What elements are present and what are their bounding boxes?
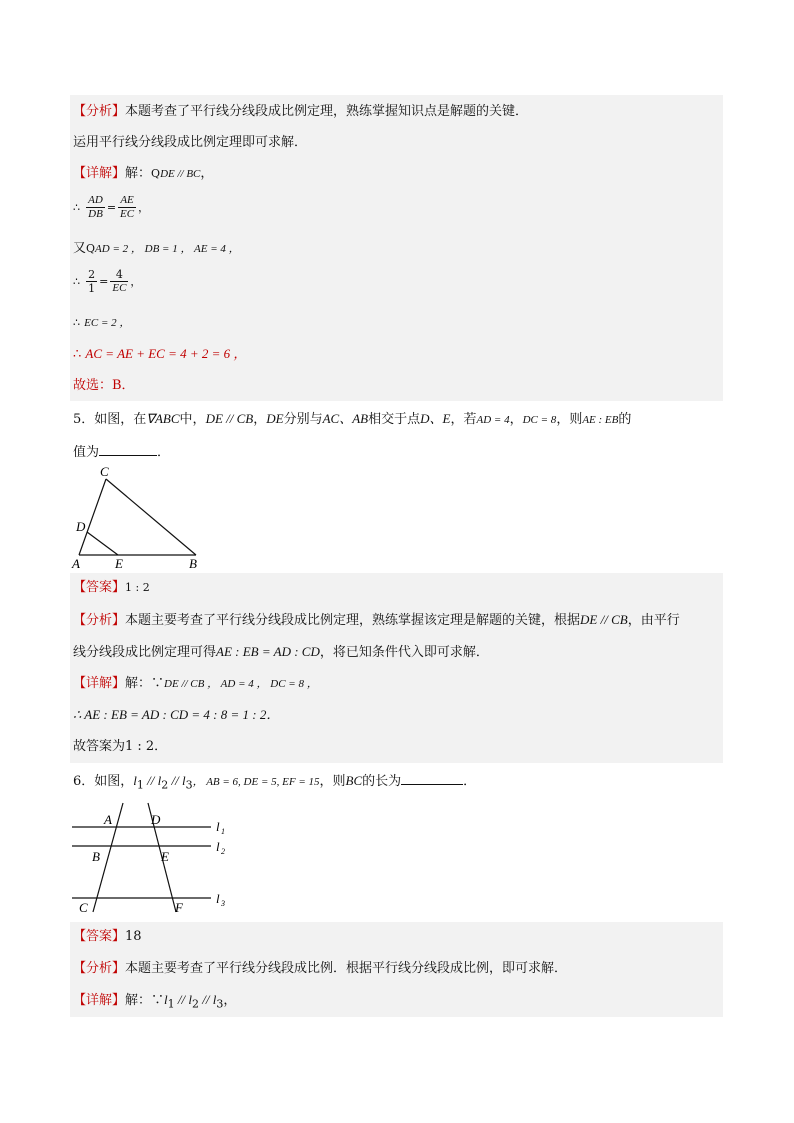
q5-answer-block — [70, 573, 723, 763]
analysis-text: 线分线段成比例定理可得 — [73, 645, 217, 660]
frac-num: AE — [118, 194, 136, 208]
cond-de: DE — [266, 411, 284, 426]
label-l2-sub: 2 — [221, 847, 225, 856]
detail-expr: ∴ AE : EB = AD : CD = 4 : 8 = 1 : 2． — [73, 707, 280, 722]
s4-step3 — [73, 241, 240, 257]
cond-ac-ab: AC、AB — [322, 411, 369, 426]
step5-expr: EC = 2 ， — [84, 317, 131, 329]
label-l3-sub: 3 — [221, 899, 225, 908]
subscript: 1 — [167, 997, 175, 1011]
therefore-symbol: ∴ — [73, 275, 80, 288]
frac-den: DB — [88, 208, 103, 220]
q5-text: ，若 — [450, 412, 477, 427]
q5-text: 如图，在 — [94, 412, 147, 427]
step3-prefix: 又 — [73, 241, 87, 256]
segment-bc: BC — [345, 773, 363, 788]
label-c: C — [100, 464, 109, 479]
q5-text: ， — [509, 412, 523, 427]
analysis-expr: AE : EB = AD : CD — [216, 644, 320, 659]
answer-tag: 【答案】 — [73, 580, 126, 595]
step3-expr: AD = 2 ， DB = 1 ， AE = 4 ， — [95, 243, 240, 255]
equals-sign: = — [99, 275, 109, 288]
answer-value: 18 — [125, 929, 142, 944]
detail-text: 解：∵ — [125, 676, 165, 691]
q5-detail-line-1 — [73, 676, 318, 692]
question-number: 6． — [73, 774, 95, 789]
q6-parallel-lines-figure — [68, 798, 238, 918]
label-b: B — [92, 849, 100, 864]
s4-step2 — [73, 194, 149, 221]
detail-tag: 【详解】 — [73, 993, 126, 1008]
cond-de-parallel-cb: DE // CB — [205, 411, 254, 426]
parallel-sign: // — [143, 773, 158, 788]
analysis-text: ，由平行 — [627, 613, 680, 628]
q5-text: ， — [253, 412, 267, 427]
detail-expr: l — [164, 992, 168, 1007]
q5-text: 分别与 — [283, 412, 323, 427]
subscript: 2 — [161, 778, 169, 792]
q5-text: ，则 — [556, 412, 583, 427]
q5-stem-line-1 — [73, 411, 631, 428]
question-number: 5． — [73, 412, 95, 427]
label-c: C — [79, 900, 88, 915]
label-a: A — [104, 812, 112, 827]
therefore-symbol: ∴ — [73, 347, 82, 362]
parallel-sign: // — [168, 773, 183, 788]
s4-step4 — [73, 268, 141, 295]
cond-ae-eb: AE : EB — [582, 414, 619, 426]
q6-text: 如图， — [94, 774, 134, 789]
q6-answer — [73, 929, 142, 945]
q5-text: 的 — [618, 412, 632, 427]
answer-tag: 【答案】 — [73, 929, 126, 944]
q6-stem — [73, 772, 476, 794]
detail-expr: // l — [174, 992, 192, 1007]
subscript: 3 — [185, 778, 193, 792]
detail-label: 解： — [125, 166, 152, 181]
frac-num: 4 — [110, 268, 128, 282]
fraction-4-ec — [110, 268, 128, 295]
step2-tail: ， — [138, 201, 150, 214]
triangle-abc: ∇ABC — [146, 411, 180, 426]
detail-tag: 【详解】 — [73, 676, 126, 691]
segment-de — [87, 532, 118, 555]
q6-text: ，则 — [319, 774, 346, 789]
fraction-ae-ec — [118, 194, 136, 221]
frac-num: 2 — [88, 268, 96, 281]
answer-value: 1 : 2 — [125, 581, 150, 594]
fraction-2-1 — [86, 268, 97, 295]
equals-sign: = — [106, 201, 117, 214]
q5-text: ． — [157, 445, 171, 460]
subscript: 2 — [192, 997, 199, 1011]
label-a: A — [72, 556, 80, 571]
label-e: E — [161, 849, 169, 864]
final-answer: 故答案为1 : 2． — [73, 739, 168, 754]
step4-tail: ， — [130, 275, 142, 288]
q5-detail-line-2 — [73, 707, 279, 724]
s4-choice — [73, 378, 135, 394]
frac-num: AD — [88, 194, 103, 206]
detail-text: 解：∵ — [125, 993, 165, 1008]
answer-blank[interactable] — [401, 772, 463, 785]
q5-text: 中， — [179, 412, 206, 427]
q5-analysis-line-1 — [73, 612, 680, 629]
answer-blank[interactable] — [99, 443, 157, 456]
detail-expr: // l — [199, 992, 217, 1007]
analysis-text: 本题主要考查了平行线分线段成比例．根据平行线分线段成比例，即可求解． — [125, 961, 568, 976]
frac-den: 1 — [88, 282, 96, 295]
because-symbol: Q — [151, 167, 161, 180]
points-d-e: D、E — [420, 411, 451, 426]
s4-analysis-line-2 — [73, 135, 307, 151]
label-d: D — [151, 812, 161, 827]
edge-cb — [106, 479, 196, 555]
label-l1-sub: 1 — [221, 827, 225, 836]
q5-analysis-line-2 — [73, 644, 489, 661]
therefore-symbol: ∴ — [73, 201, 80, 214]
label-d: D — [76, 519, 86, 534]
frac-den: EC — [112, 282, 127, 294]
detail-expr: DE // CB ， AD = 4 ， DC = 8 ， — [164, 678, 318, 690]
analysis-text: ，将已知条件代入即可求解． — [319, 645, 489, 660]
label-b: B — [189, 556, 197, 571]
cond-ad: AD = 4 — [476, 414, 510, 426]
fraction-ad-db — [86, 194, 105, 221]
choice-text: 故选：B． — [73, 378, 135, 393]
analysis-tag: 【分析】 — [73, 613, 126, 628]
because-symbol: Q — [86, 242, 96, 255]
analysis-text: 本题考查了平行线分线段成比例定理，熟练掌握知识点是解题的关键． — [125, 104, 529, 119]
label-e: E — [115, 556, 123, 571]
s4-step6 — [73, 346, 246, 363]
q5-text: 相交于点 — [368, 412, 421, 427]
s4-detail-line — [73, 166, 213, 182]
s4-step5 — [73, 315, 130, 331]
analysis-text: 本题主要考查了平行线分线段成比例定理，熟练掌握该定理是解题的关键，根据 — [125, 613, 581, 628]
label-l3: l — [216, 891, 220, 906]
analysis-expr: DE // CB — [580, 612, 628, 627]
q5-answer — [73, 580, 150, 596]
q5-text: 值为 — [73, 445, 100, 460]
line-l1: l — [133, 773, 137, 788]
q5-final — [73, 739, 167, 755]
analysis-tag: 【分析】 — [73, 104, 126, 119]
q6-detail — [73, 992, 236, 1013]
q6-text: 的长为 — [362, 774, 402, 789]
line-l3: l — [182, 773, 186, 788]
q6-text: ． — [463, 774, 477, 789]
frac-den: EC — [120, 208, 135, 220]
q6-analysis — [73, 961, 567, 977]
step6-expr: AC = AE + EC = 4 + 2 = 6 ， — [85, 346, 247, 361]
label-l1: l — [216, 819, 220, 834]
q5-triangle-figure — [68, 462, 208, 572]
q5-stem-line-2 — [73, 443, 170, 461]
detail-tag: 【详解】 — [73, 166, 126, 181]
analysis-text-2: 运用平行线分线段成比例定理即可求解． — [73, 135, 308, 150]
label-l2: l — [216, 839, 220, 854]
cond-dc: DC = 8 — [522, 414, 557, 426]
label-f: F — [175, 900, 183, 915]
step1-expr: DE // BC — [160, 168, 201, 180]
therefore-symbol: ∴ — [73, 316, 80, 329]
step1-tail: ， — [200, 166, 214, 181]
detail-tail: ， — [223, 993, 237, 1008]
subscript: 3 — [216, 997, 224, 1011]
q6-conditions: ， AB = 6, DE = 5, EF = 15 — [192, 776, 320, 788]
s4-analysis-line — [73, 104, 528, 120]
line-l2: l — [157, 773, 162, 788]
subscript: 1 — [136, 778, 144, 792]
analysis-tag: 【分析】 — [73, 961, 126, 976]
